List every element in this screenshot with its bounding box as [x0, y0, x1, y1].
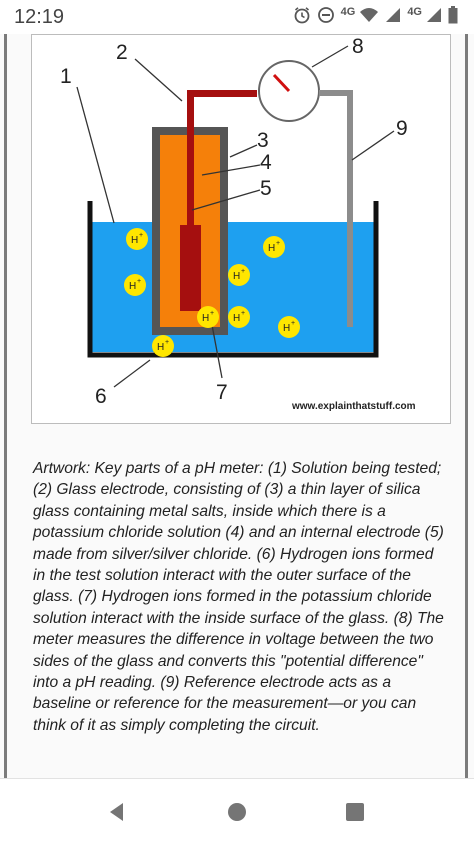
- signal-strength-icon: [385, 7, 401, 28]
- alarm-icon: [293, 6, 311, 29]
- svg-text:+: +: [241, 268, 246, 275]
- wifi-icon: [359, 7, 379, 28]
- callout-1-line: [77, 87, 114, 223]
- navigation-bar: [0, 778, 474, 843]
- svg-text:H: H: [283, 323, 291, 334]
- status-icons: [293, 6, 458, 28]
- hydrogen-ion: [126, 228, 148, 250]
- hydrogen-ion: [124, 274, 146, 296]
- callout-9: 9: [396, 117, 408, 140]
- network-type-label-2: 4G: [407, 6, 422, 18]
- ph-meter-diagram: [32, 35, 450, 423]
- wire-to-meter: [187, 90, 257, 97]
- callout-5: 5: [260, 177, 272, 200]
- signal-strength-icon-2: [426, 7, 442, 28]
- recents-icon: [342, 799, 368, 825]
- callout-7: 7: [216, 381, 228, 404]
- svg-text:+: +: [241, 310, 246, 317]
- svg-text:+: +: [165, 339, 170, 346]
- hydrogen-ion: [228, 264, 250, 286]
- svg-text:+: +: [276, 240, 281, 247]
- callout-2-line: [135, 59, 182, 101]
- svg-text:H: H: [233, 313, 241, 324]
- svg-text:+: +: [291, 320, 296, 327]
- callout-1: 1: [60, 65, 72, 88]
- back-button[interactable]: [104, 799, 130, 825]
- svg-text:+: +: [137, 278, 142, 285]
- figure-caption: Artwork: Key parts of a pH meter: (1) Solution being tested; (2) Glass electrode, consisting of (3) a thin layer of silica glass containing metal salts, inside which there is a potassium chloride solution (4) and an internal electrode (5) made from silver/silver chloride. (6) Hydrogen ions formed in the test solution interact with the outer surface of the glass. (7) Hydrogen ions formed in the potassium chloride solution interact with the inside surface of the glass. (8) The meter measures the difference in voltage between the two sides of the glass and converts this "potential difference" into a pH reading. (9) Reference electrode acts as a baseline or reference for the measurement—or you can think of it as simply completing the circuit.: [33, 460, 444, 734]
- svg-text:H: H: [157, 342, 165, 353]
- svg-text:H: H: [268, 243, 276, 254]
- internal-electrode: [180, 225, 201, 311]
- hydrogen-ion: [278, 316, 300, 338]
- callout-4: 4: [260, 151, 272, 174]
- hydrogen-ion: [263, 236, 285, 258]
- callout-8-line: [312, 46, 348, 67]
- svg-text:+: +: [210, 310, 215, 317]
- status-time: 12:19: [14, 6, 65, 28]
- hydrogen-ion: [197, 306, 219, 328]
- battery-icon: [448, 6, 458, 29]
- callout-3-line: [230, 145, 257, 157]
- callout-3: 3: [257, 129, 269, 152]
- svg-text:H: H: [129, 281, 137, 292]
- svg-text:H: H: [131, 235, 139, 246]
- hydrogen-ion: [152, 335, 174, 357]
- callout-8: 8: [352, 35, 364, 58]
- callout-2: 2: [116, 41, 128, 64]
- callout-6-line: [114, 360, 150, 387]
- callout-9-line: [352, 131, 394, 160]
- svg-text:H: H: [202, 313, 210, 324]
- svg-text:H: H: [233, 271, 241, 282]
- callout-6: 6: [95, 385, 107, 408]
- do-not-disturb-icon: [317, 6, 335, 29]
- network-type-label: 4G: [340, 6, 356, 18]
- home-button[interactable]: [224, 799, 250, 825]
- article-content: [4, 34, 468, 778]
- figure-credit: www.explainthatstuff.com: [292, 401, 416, 412]
- svg-text:+: +: [139, 232, 144, 239]
- recents-button[interactable]: [342, 799, 368, 825]
- hydrogen-ion: [228, 306, 250, 328]
- ph-meter-figure: [31, 34, 451, 424]
- internal-electrode-wire: [187, 90, 194, 230]
- back-icon: [104, 799, 130, 825]
- status-bar: [0, 0, 474, 34]
- home-icon: [224, 799, 250, 825]
